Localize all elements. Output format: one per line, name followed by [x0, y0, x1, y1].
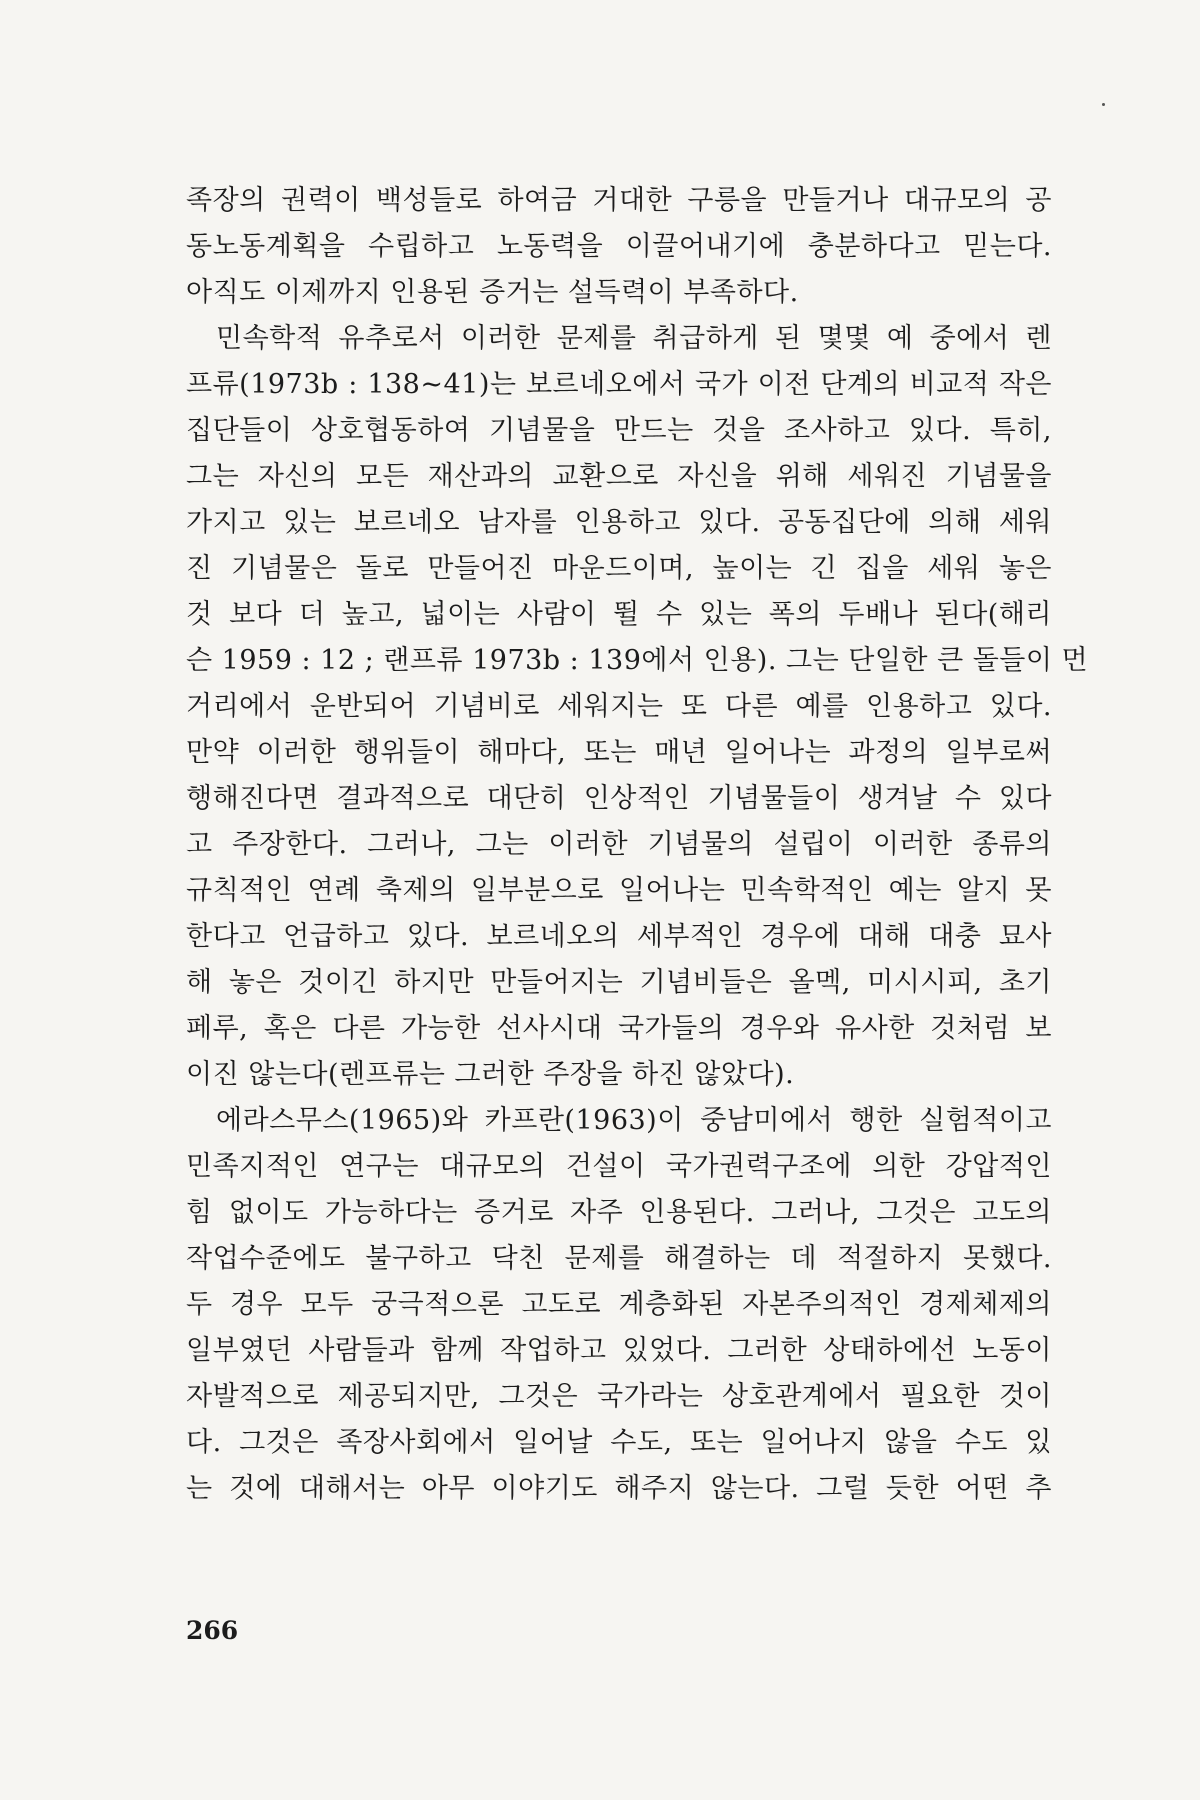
text-line: 해 놓은 것이긴 하지만 만들어지는 기념비들은 올멕, 미시시피, 초기	[186, 967, 1052, 998]
text-line: 민속학적 유추로서 이러한 문제를 취급하게 된 몇몇 예 중에서 렌	[216, 323, 1052, 354]
text-line: 만약 이러한 행위들이 해마다, 또는 매년 일어나는 과정의 일부로써	[186, 737, 1052, 768]
text-line: 가지고 있는 보르네오 남자를 인용하고 있다. 공동집단에 의해 세워	[186, 507, 1052, 538]
text-line: 고 주장한다. 그러나, 그는 이러한 기념물의 설립이 이러한 종류의	[186, 829, 1052, 860]
scan-speck	[1102, 103, 1105, 106]
text-line: 행해진다면 결과적으로 대단히 인상적인 기념물들이 생겨날 수 있다	[186, 783, 1052, 814]
text-line: 는 것에 대해서는 아무 이야기도 해주지 않는다. 그럴 듯한 어떤 추	[186, 1473, 1052, 1504]
text-line: 동노동계획을 수립하고 노동력을 이끌어내기에 충분하다고 믿는다.	[186, 231, 1052, 262]
text-line: 다. 그것은 족장사회에서 일어날 수도, 또는 일어나지 않을 수도 있	[186, 1427, 1052, 1458]
text-line: 진 기념물은 돌로 만들어진 마운드이며, 높이는 긴 집을 세워 놓은	[186, 553, 1052, 584]
text-line: 집단들이 상호협동하여 기념물을 만드는 것을 조사하고 있다. 특히,	[186, 415, 1052, 446]
text-line: 이진 않는다(렌프류는 그러한 주장을 하진 않았다).	[186, 1059, 795, 1090]
text-line: 작업수준에도 불구하고 닥친 문제를 해결하는 데 적절하지 못했다.	[186, 1243, 1052, 1274]
text-line: 그는 자신의 모든 재산과의 교환으로 자신을 위해 세워진 기념물을	[186, 461, 1052, 492]
text-line: 거리에서 운반되어 기념비로 세워지는 또 다른 예를 인용하고 있다.	[186, 691, 1052, 722]
text-line: 규칙적인 연례 축제의 일부분으로 일어나는 민속학적인 예는 알지 못	[186, 875, 1052, 906]
body-text	[186, 178, 1089, 1512]
text-line: 일부였던 사람들과 함께 작업하고 있었다. 그러한 상태하에선 노동이	[186, 1335, 1052, 1366]
page-number: 266	[186, 1616, 239, 1645]
text-line: 두 경우 모두 궁극적으론 고도로 계층화된 자본주의적인 경제체제의	[186, 1289, 1052, 1320]
text-line: 프류(1973b : 138~41)는 보르네오에서 국가 이전 단계의 비교적 작은	[186, 369, 1052, 400]
text-line: 자발적으로 제공되지만, 그것은 국가라는 상호관계에서 필요한 것이	[186, 1381, 1052, 1412]
text-line: 힘 없이도 가능하다는 증거로 자주 인용된다. 그러나, 그것은 고도의	[186, 1197, 1052, 1228]
text-line: 슨 1959 : 12 ; 랜프류 1973b : 139에서 인용). 그는 단일한 큰 돌들이 먼	[186, 645, 1089, 676]
text-line: 에라스무스(1965)와 카프란(1963)이 중남미에서 행한 실험적이고	[216, 1105, 1052, 1136]
text-line: 족장의 권력이 백성들로 하여금 거대한 구릉을 만들거나 대규모의 공	[186, 185, 1052, 216]
text-line: 한다고 언급하고 있다. 보르네오의 세부적인 경우에 대해 대충 묘사	[186, 921, 1052, 952]
text-line: 민족지적인 연구는 대규모의 건설이 국가권력구조에 의한 강압적인	[186, 1151, 1052, 1182]
text-line: 페루, 혹은 다른 가능한 선사시대 국가들의 경우와 유사한 것처럼 보	[186, 1013, 1052, 1044]
text-line: 아직도 이제까지 인용된 증거는 설득력이 부족하다.	[186, 277, 799, 308]
text-line: 것 보다 더 높고, 넓이는 사람이 뛸 수 있는 폭의 두배나 된다(해리	[186, 599, 1052, 630]
